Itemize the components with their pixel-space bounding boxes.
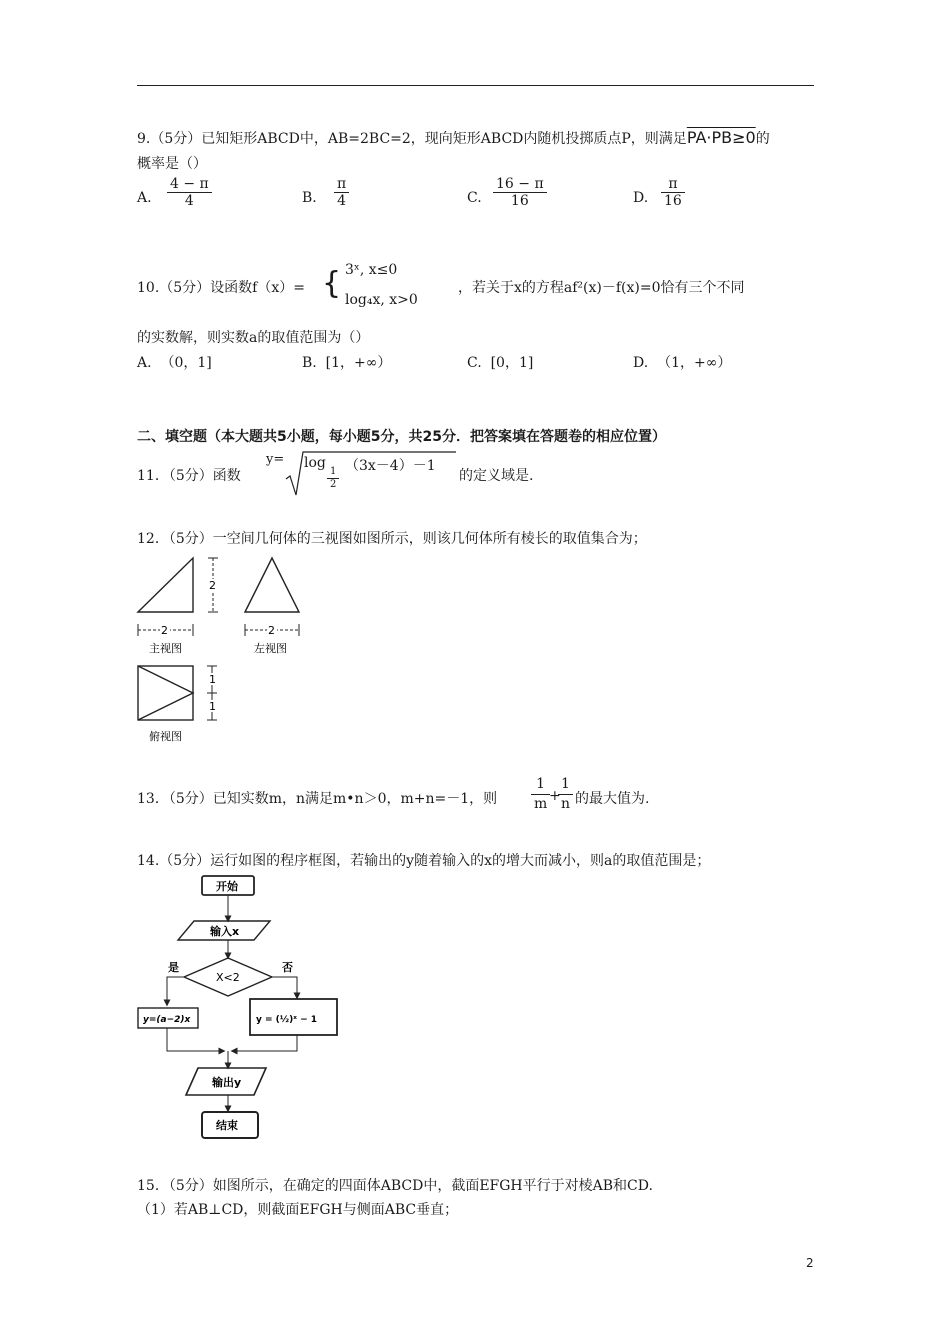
q13-fraction-1: $\frac{1}{m}$ [531,775,550,814]
top-dimension-upper-label: 1 [209,673,216,686]
front-view-triangle [138,558,193,612]
q10-option-c: C. [0，1] [467,355,534,371]
side-width-label: 2 [268,624,275,637]
side-view-triangle [245,558,299,612]
top-dimension-lower-label: 1 [209,700,216,713]
no-label: 否 [282,961,293,974]
q9-option-c-label: C. [467,190,482,206]
q9-option-d-label: D. [633,190,649,206]
q9-option-a-label: A. [137,190,152,206]
front-view-label: 主视图 [149,642,182,655]
q15-line1: 15．（5分）如图所示，在确定的四面体ABCD中，截面EFGH平行于对棱AB和CD. [137,1178,653,1194]
yes-label: 是 [168,961,179,974]
q13-prefix: 13．（5分）已知实数m，n满足m•n＞0，m+n=－1，则 [137,791,498,807]
three-view-drawing [130,552,330,752]
front-height-label: 2 [209,579,216,592]
output-label: 输出y [212,1076,242,1089]
decision-label: X<2 [216,971,240,984]
end-label: 结束 [216,1119,238,1132]
front-width-label: 2 [161,624,168,637]
q11-prefix: 11．（5分）函数 [137,468,241,484]
q9-option-b-label: B. [302,190,317,206]
page-number: 2 [806,1256,814,1270]
q10-prefix: 10.（5分）设函数f（x）= [137,280,305,296]
section-heading: 二、填空题（本大题共5小题，每小题5分，共25分．把答案填在答题卷的相应位置） [137,429,666,445]
vector-condition: PA·PB≥0 [686,128,756,147]
q13-suffix: 的最大值为. [575,791,650,807]
flowchart [130,868,350,1148]
q9-option-c-fraction: $\frac{16 - \pi}{16}$ [493,176,547,209]
q10-case1: 3ˣ, x≤0 [345,262,398,278]
q13-plus: + [549,788,561,804]
start-label: 开始 [216,880,238,893]
top-view-diagonals [138,666,193,720]
q10-option-a: A. （0，1] [137,355,212,371]
left-process-expr: y=(a−2)x [143,1015,191,1025]
input-label: 输入x [210,925,240,938]
q10-line2: 的实数解，则实数a的取值范围为（） [137,330,370,346]
q10-suffix: ，若关于x的方程af²(x)－f(x)=0恰有三个不同 [458,280,745,296]
side-view-label: 左视图 [254,642,287,655]
q11-argument: （3x－4）－1 [345,458,436,474]
top-view-square [138,666,193,720]
q9-options [137,176,737,222]
q9-option-b-fraction: $\frac{\pi}{4}$ [334,176,349,209]
q11-y: y= [266,452,285,467]
q12-text: 12．（5分）一空间几何体的三视图如图所示，则该几何体所有棱长的取值集合为； [137,531,647,547]
q10-option-d: D. （1，+∞） [633,355,732,371]
q11-log-base: $\frac{1}{2}$ [327,466,339,491]
q9-line1: 9.（5分）已知矩形ABCD中，AB=2BC=2，现向矩形ABCD内随机投掷质点P，则满足PA·PB≥0的 [137,128,770,147]
q15-line2: （1）若AB⊥CD，则截面EFGH与侧面ABC垂直； [137,1202,459,1218]
q9-option-d-fraction: $\frac{\pi}{16}$ [661,176,685,209]
top-view-label: 俯视图 [149,730,182,743]
right-process-expr: y = (½)ˣ − 1 [256,1015,318,1025]
header-rule [137,85,814,86]
q11-log: log [304,455,326,471]
q14-text: 14.（5分）运行如图的程序框图，若输出的y随着输入的x的增大而减小，则a的取值范围是； [137,853,711,869]
q10-option-b: B. [1，+∞） [302,355,392,371]
piecewise-brace: { [322,266,342,301]
q11-suffix: 的定义域是. [459,468,534,484]
q9-line2: 概率是（） [137,156,207,172]
q10-case2: log₄x, x>0 [345,292,418,308]
q13-fraction-2: $\frac{1}{n}$ [558,775,573,814]
q9-option-a-fraction: $\frac{4 - \pi}{4}$ [167,176,212,209]
